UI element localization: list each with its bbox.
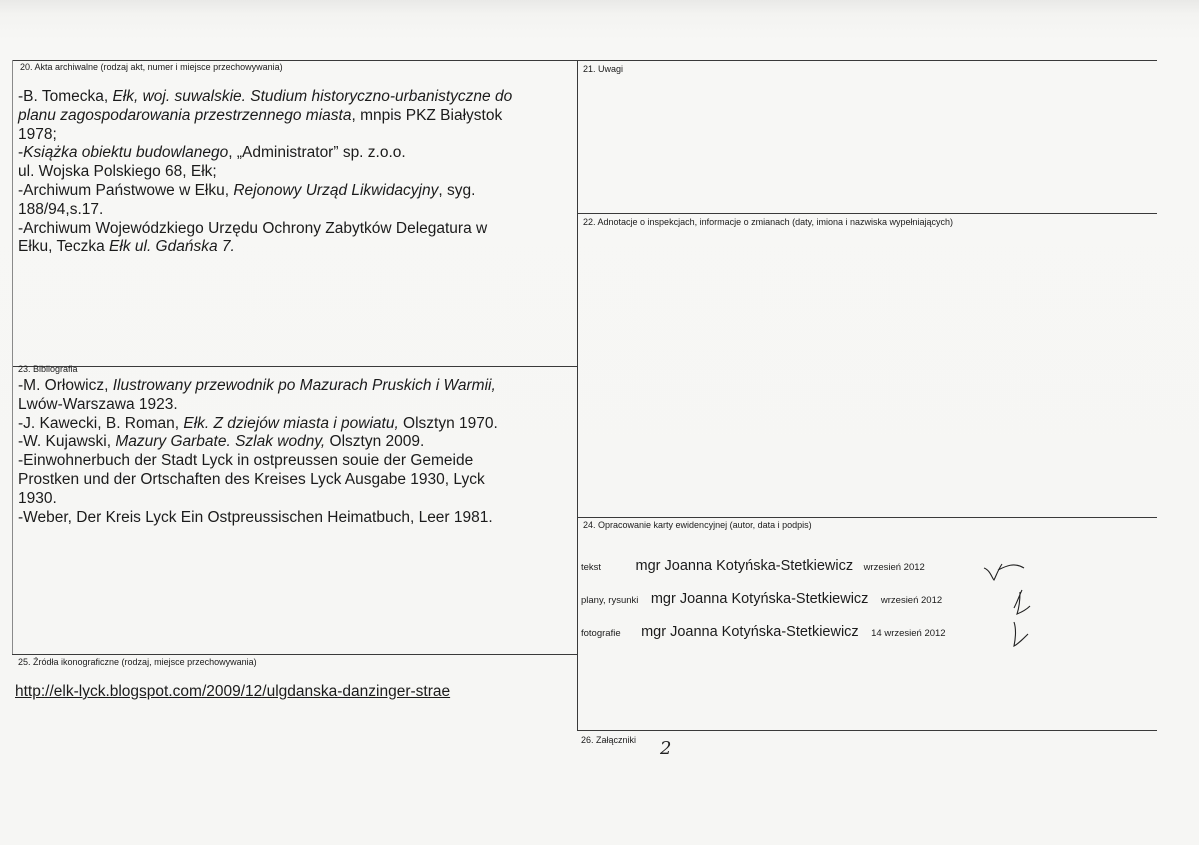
text-fragment: Mazury Garbate. Szlak wodny, bbox=[115, 433, 326, 451]
archival-line bbox=[18, 107, 512, 126]
rule-left bbox=[12, 60, 13, 654]
author-role: tekst bbox=[581, 562, 602, 573]
text-fragment: -B. Tomecka, bbox=[18, 88, 113, 105]
author-name: mgr Joanna Kotyńska-Stetkiewicz bbox=[641, 624, 859, 640]
rule-center bbox=[577, 60, 578, 730]
text-fragment: Rejonowy Urząd Likwidacyjny bbox=[233, 181, 439, 199]
bibliography-line bbox=[18, 509, 498, 528]
bibliography-line bbox=[18, 433, 498, 452]
text-fragment: 188/94,s.17. bbox=[18, 200, 104, 218]
archival-line bbox=[18, 88, 512, 107]
text-fragment: Ełk, woj. suwalskie. Studium historyczno-urbanistyczne do bbox=[112, 88, 513, 105]
bibliography-line bbox=[18, 415, 498, 434]
archival-line bbox=[18, 220, 512, 239]
bibliography-line bbox=[18, 377, 498, 396]
section-20-label: 20. Akta archiwalne (rodzaj akt, numer i miejsce przechowywania) bbox=[20, 62, 283, 72]
text-fragment: Ełku, Teczka bbox=[18, 238, 110, 256]
text-fragment: - bbox=[18, 144, 24, 162]
rule-24 bbox=[577, 517, 1157, 518]
rule-top bbox=[12, 60, 1157, 61]
section-22-label: 22. Adnotacje o inspekcjach, informacje o zmianach (daty, imiona i nazwiska wypełniających) bbox=[583, 217, 954, 227]
signature-mark bbox=[1008, 588, 1036, 618]
bibliography-line bbox=[18, 490, 498, 509]
text-fragment: , syg. bbox=[438, 181, 476, 199]
bibliography-text bbox=[18, 377, 498, 527]
author-name: mgr Joanna Kotyńska-Stetkiewicz bbox=[635, 558, 854, 574]
text-fragment: Ełk. Z dziejów miasta i powiatu, bbox=[183, 414, 399, 432]
archival-line bbox=[18, 238, 512, 257]
archival-line bbox=[18, 126, 512, 145]
text-fragment: Olsztyn 1970. bbox=[398, 414, 498, 432]
text-fragment: ul. Wojska Polskiego 68, Ełk; bbox=[18, 163, 217, 181]
text-fragment: Olsztyn 2009. bbox=[325, 433, 425, 451]
author-role: plany, rysunki bbox=[581, 595, 639, 606]
text-fragment: Książka obiektu budowlanego bbox=[23, 144, 229, 162]
rule-23 bbox=[12, 366, 577, 367]
section-21-label: 21. Uwagi bbox=[583, 64, 624, 74]
rule-25 bbox=[12, 654, 577, 655]
text-fragment: -Archiwum Wojewódzkiego Urzędu Ochrony Zabytków Delegatura w bbox=[18, 219, 488, 237]
attachments-count: 2 bbox=[660, 738, 672, 759]
text-fragment: planu zagospodarowania przestrzennego miasta bbox=[18, 106, 352, 124]
text-fragment: Prostken und der Ortschaften des Kreises Lyck Ausgabe 1930, Lyck bbox=[18, 470, 485, 488]
text-fragment: -W. Kujawski, bbox=[18, 433, 116, 451]
text-fragment: 1930. bbox=[18, 489, 57, 507]
signature-mark bbox=[1006, 620, 1036, 650]
text-fragment: 1978; bbox=[18, 125, 57, 143]
text-fragment: Lwów-Warszawa 1923. bbox=[18, 395, 178, 413]
text-fragment: Ilustrowany przewodnik po Mazurach Pruskich i Warmii, bbox=[112, 377, 496, 394]
text-fragment: -Einwohnerbuch der Stadt Lyck in ostpreussen souie der Gemeide bbox=[18, 452, 474, 470]
section-26-label: 26. Załączniki bbox=[581, 735, 637, 745]
text-fragment: -Weber, Der Kreis Lyck Ein Ostpreussischen Heimatbuch, Leer 1981. bbox=[18, 508, 493, 526]
text-fragment: , mnpis PKZ Białystok bbox=[351, 106, 503, 124]
archival-records-text bbox=[18, 88, 512, 257]
text-fragment: -M. Orłowicz, bbox=[18, 377, 113, 394]
text-fragment: -J. Kawecki, B. Roman, bbox=[18, 414, 184, 432]
archival-line bbox=[18, 201, 512, 220]
iconographic-source-link[interactable]: http://elk-lyck.blogspot.com/2009/12/ulgdanska-danzinger-strae bbox=[15, 683, 451, 700]
rule-22 bbox=[577, 213, 1157, 214]
text-fragment: Ełk ul. Gdańska 7. bbox=[109, 238, 235, 256]
signature-mark bbox=[982, 556, 1032, 584]
rule-26 bbox=[577, 730, 1157, 731]
text-fragment: , „Administrator” sp. z.o.o. bbox=[228, 144, 406, 162]
archival-line bbox=[18, 182, 512, 201]
archival-line bbox=[18, 144, 512, 163]
section-24-label: 24. Opracowanie karty ewidencyjnej (autor, data i podpis) bbox=[583, 520, 812, 530]
section-25-label: 25. Źródła ikonograficzne (rodzaj, miejsce przechowywania) bbox=[18, 657, 257, 667]
bibliography-line bbox=[18, 452, 498, 471]
author-row-drawings bbox=[581, 590, 942, 608]
author-row-photos bbox=[581, 623, 946, 641]
author-date: 14 wrzesień 2012 bbox=[871, 628, 946, 639]
author-row-text bbox=[581, 557, 925, 575]
bibliography-line bbox=[18, 396, 498, 415]
bibliography-line bbox=[18, 471, 498, 490]
archival-line bbox=[18, 163, 512, 182]
author-role: fotografie bbox=[581, 628, 621, 639]
author-date: wrzesień 2012 bbox=[863, 562, 925, 573]
text-fragment: -Archiwum Państwowe w Ełku, bbox=[18, 181, 234, 199]
author-name: mgr Joanna Kotyńska-Stetkiewicz bbox=[650, 591, 869, 607]
section-23-label: 23. Bibliografia bbox=[18, 364, 78, 374]
author-date: wrzesień 2012 bbox=[880, 595, 943, 606]
